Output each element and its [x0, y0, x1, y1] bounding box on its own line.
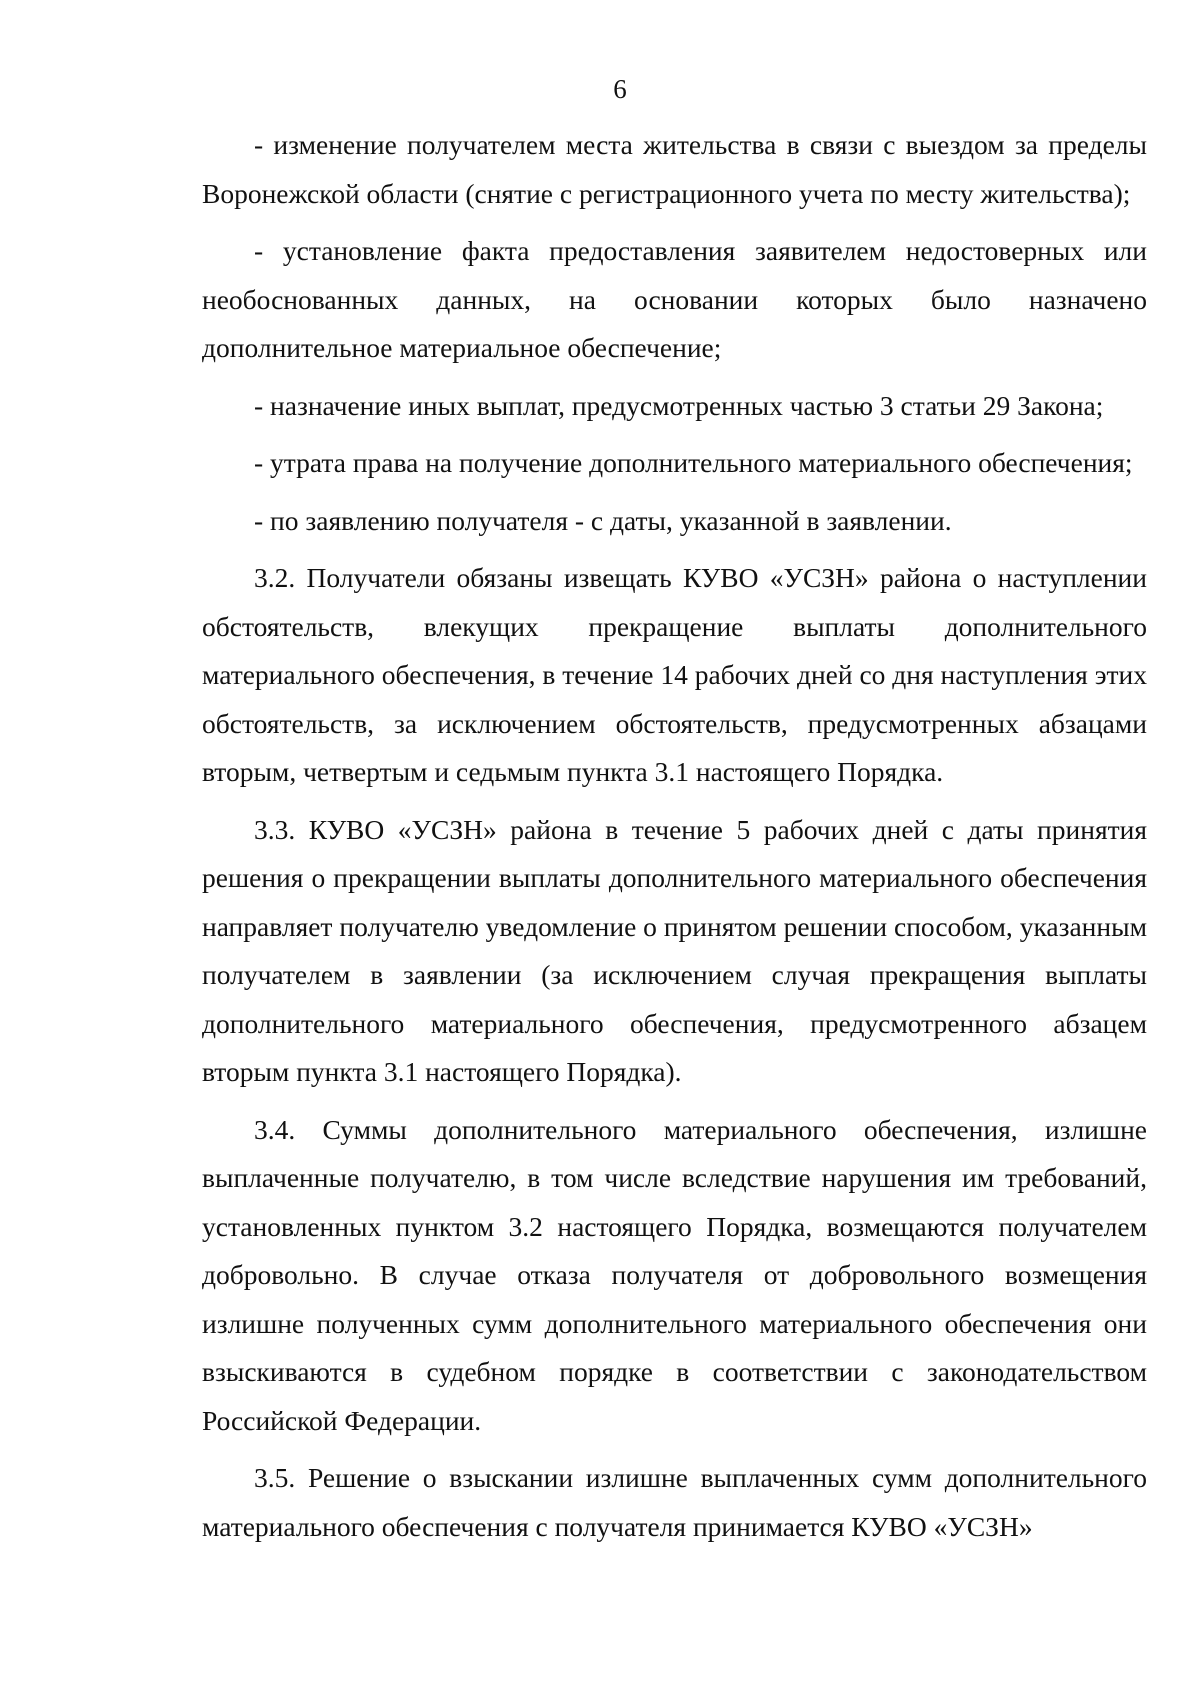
paragraph-false-data: - установление факта предоставления заявителем недостоверных или необоснованных данных, на основании которых было назначено дополнительное материальное обеспечение;: [202, 235, 1147, 363]
document-body: [202, 121, 1147, 1551]
page-number: 6: [613, 74, 627, 104]
paragraph-residence-change: - изменение получателем места жительства в связи с выездом за пределы Воронежской области (снятие с регистрационного учета по месту жительства);: [202, 129, 1147, 209]
paragraph-by-application: - по заявлению получателя - с даты, указанной в заявлении.: [254, 504, 952, 536]
paragraph-3-4: 3.4. Суммы дополнительного материального обеспечения, излишне выплаченные получателю, в том числе вследствие нарушения им требований, установленных пунктом 3.2 настоящего Порядка, возмещаются получателем добровольно. В случае отказа получателя от добровольного возмещения излишне полученных сумм дополнительного материального обеспечения они взыскиваются в судебном порядке в соответствии с законодательством Российской Федерации.: [202, 1113, 1147, 1436]
paragraph-3-3: 3.3. КУВО «УСЗН» района в течение 5 рабочих дней с даты принятия решения о прекращении выплаты дополнительного материального обеспечения направляет получателю уведомление о принятом решении способом, указанным получателем в заявлении (за исключением случая прекращения выплаты дополнительного материального обеспечения, предусмотренного абзацем вторым пункта 3.1 настоящего Порядка).: [202, 813, 1147, 1087]
paragraph-3-5: 3.5. Решение о взыскании излишне выплаченных сумм дополнительного материального обеспечения с получателя принимается КУВО «УСЗН»: [202, 1462, 1147, 1542]
paragraph-3-2: 3.2. Получатели обязаны извещать КУВО «УСЗН» района о наступлении обстоятельств, влекущих прекращение выплаты дополнительного материального обеспечения, в течение 14 рабочих дней со дня наступления этих обстоятельств, за исключением обстоятельств, предусмотренных абзацами вторым, четвертым и седьмым пункта 3.1 настоящего Порядка.: [202, 562, 1147, 787]
paragraph-loss-of-right: - утрата права на получение дополнительного материального обеспечения;: [254, 447, 1133, 478]
paragraph-other-payments: - назначение иных выплат, предусмотренных частью 3 статьи 29 Закона;: [254, 389, 1104, 421]
